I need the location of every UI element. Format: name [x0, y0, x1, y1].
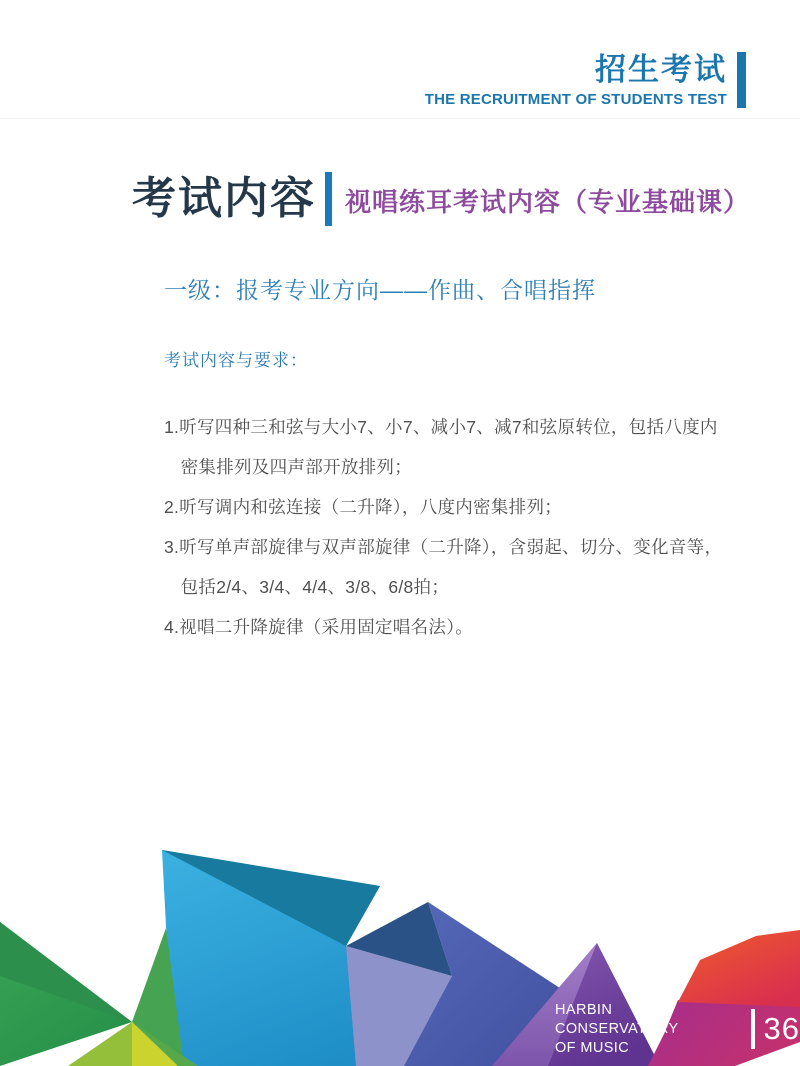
header-title-en: THE RECRUITMENT OF STUDENTS TEST: [424, 90, 727, 108]
requirement-item: 3.听写单声部旋律与双声部旋律（二升降），含弱起、切分、变化音等，包括2/4、3/4、4/4、3/8、6/8拍；: [164, 537, 723, 597]
page-header-texts: [425, 52, 727, 108]
page-header: [425, 52, 746, 108]
level-heading: 一级：报考专业方向——作曲、合唱指挥: [164, 277, 596, 303]
section-heading: 考试内容: [132, 174, 316, 223]
requirement-item: 1.听写四种三和弦与大小7、小7、减小7、减7和弦原转位，包括八度内密集排列及四声部开放排列；: [164, 417, 718, 477]
footer-org-line1: HARBIN CONSERVATORY: [555, 1002, 679, 1037]
header-accent-bar: [737, 52, 746, 108]
page-number: 36: [763, 1011, 800, 1047]
poly-red-triangle: [678, 930, 800, 1007]
title-accent-bar: [325, 172, 332, 226]
footer-page-bar: [751, 1009, 755, 1049]
header-divider-line: [0, 118, 800, 119]
footer-org-line2: OF MUSIC: [555, 1039, 630, 1056]
requirements-list: [164, 407, 726, 647]
section-title: [132, 172, 750, 226]
requirement-item: 2.听写调内和弦连接（二升降），八度内密集排列；: [164, 497, 563, 517]
footer-org-name: [555, 1001, 736, 1058]
header-title-zh: 招生考试: [595, 52, 727, 87]
section-subheading: 视唱练耳考试内容（专业基础课）: [345, 187, 751, 217]
footer-info: [555, 1001, 800, 1058]
requirement-item: 4.视唱二升降旋律（采用固定唱名法）。: [164, 617, 474, 637]
requirements-label: 考试内容与要求：: [164, 351, 308, 370]
